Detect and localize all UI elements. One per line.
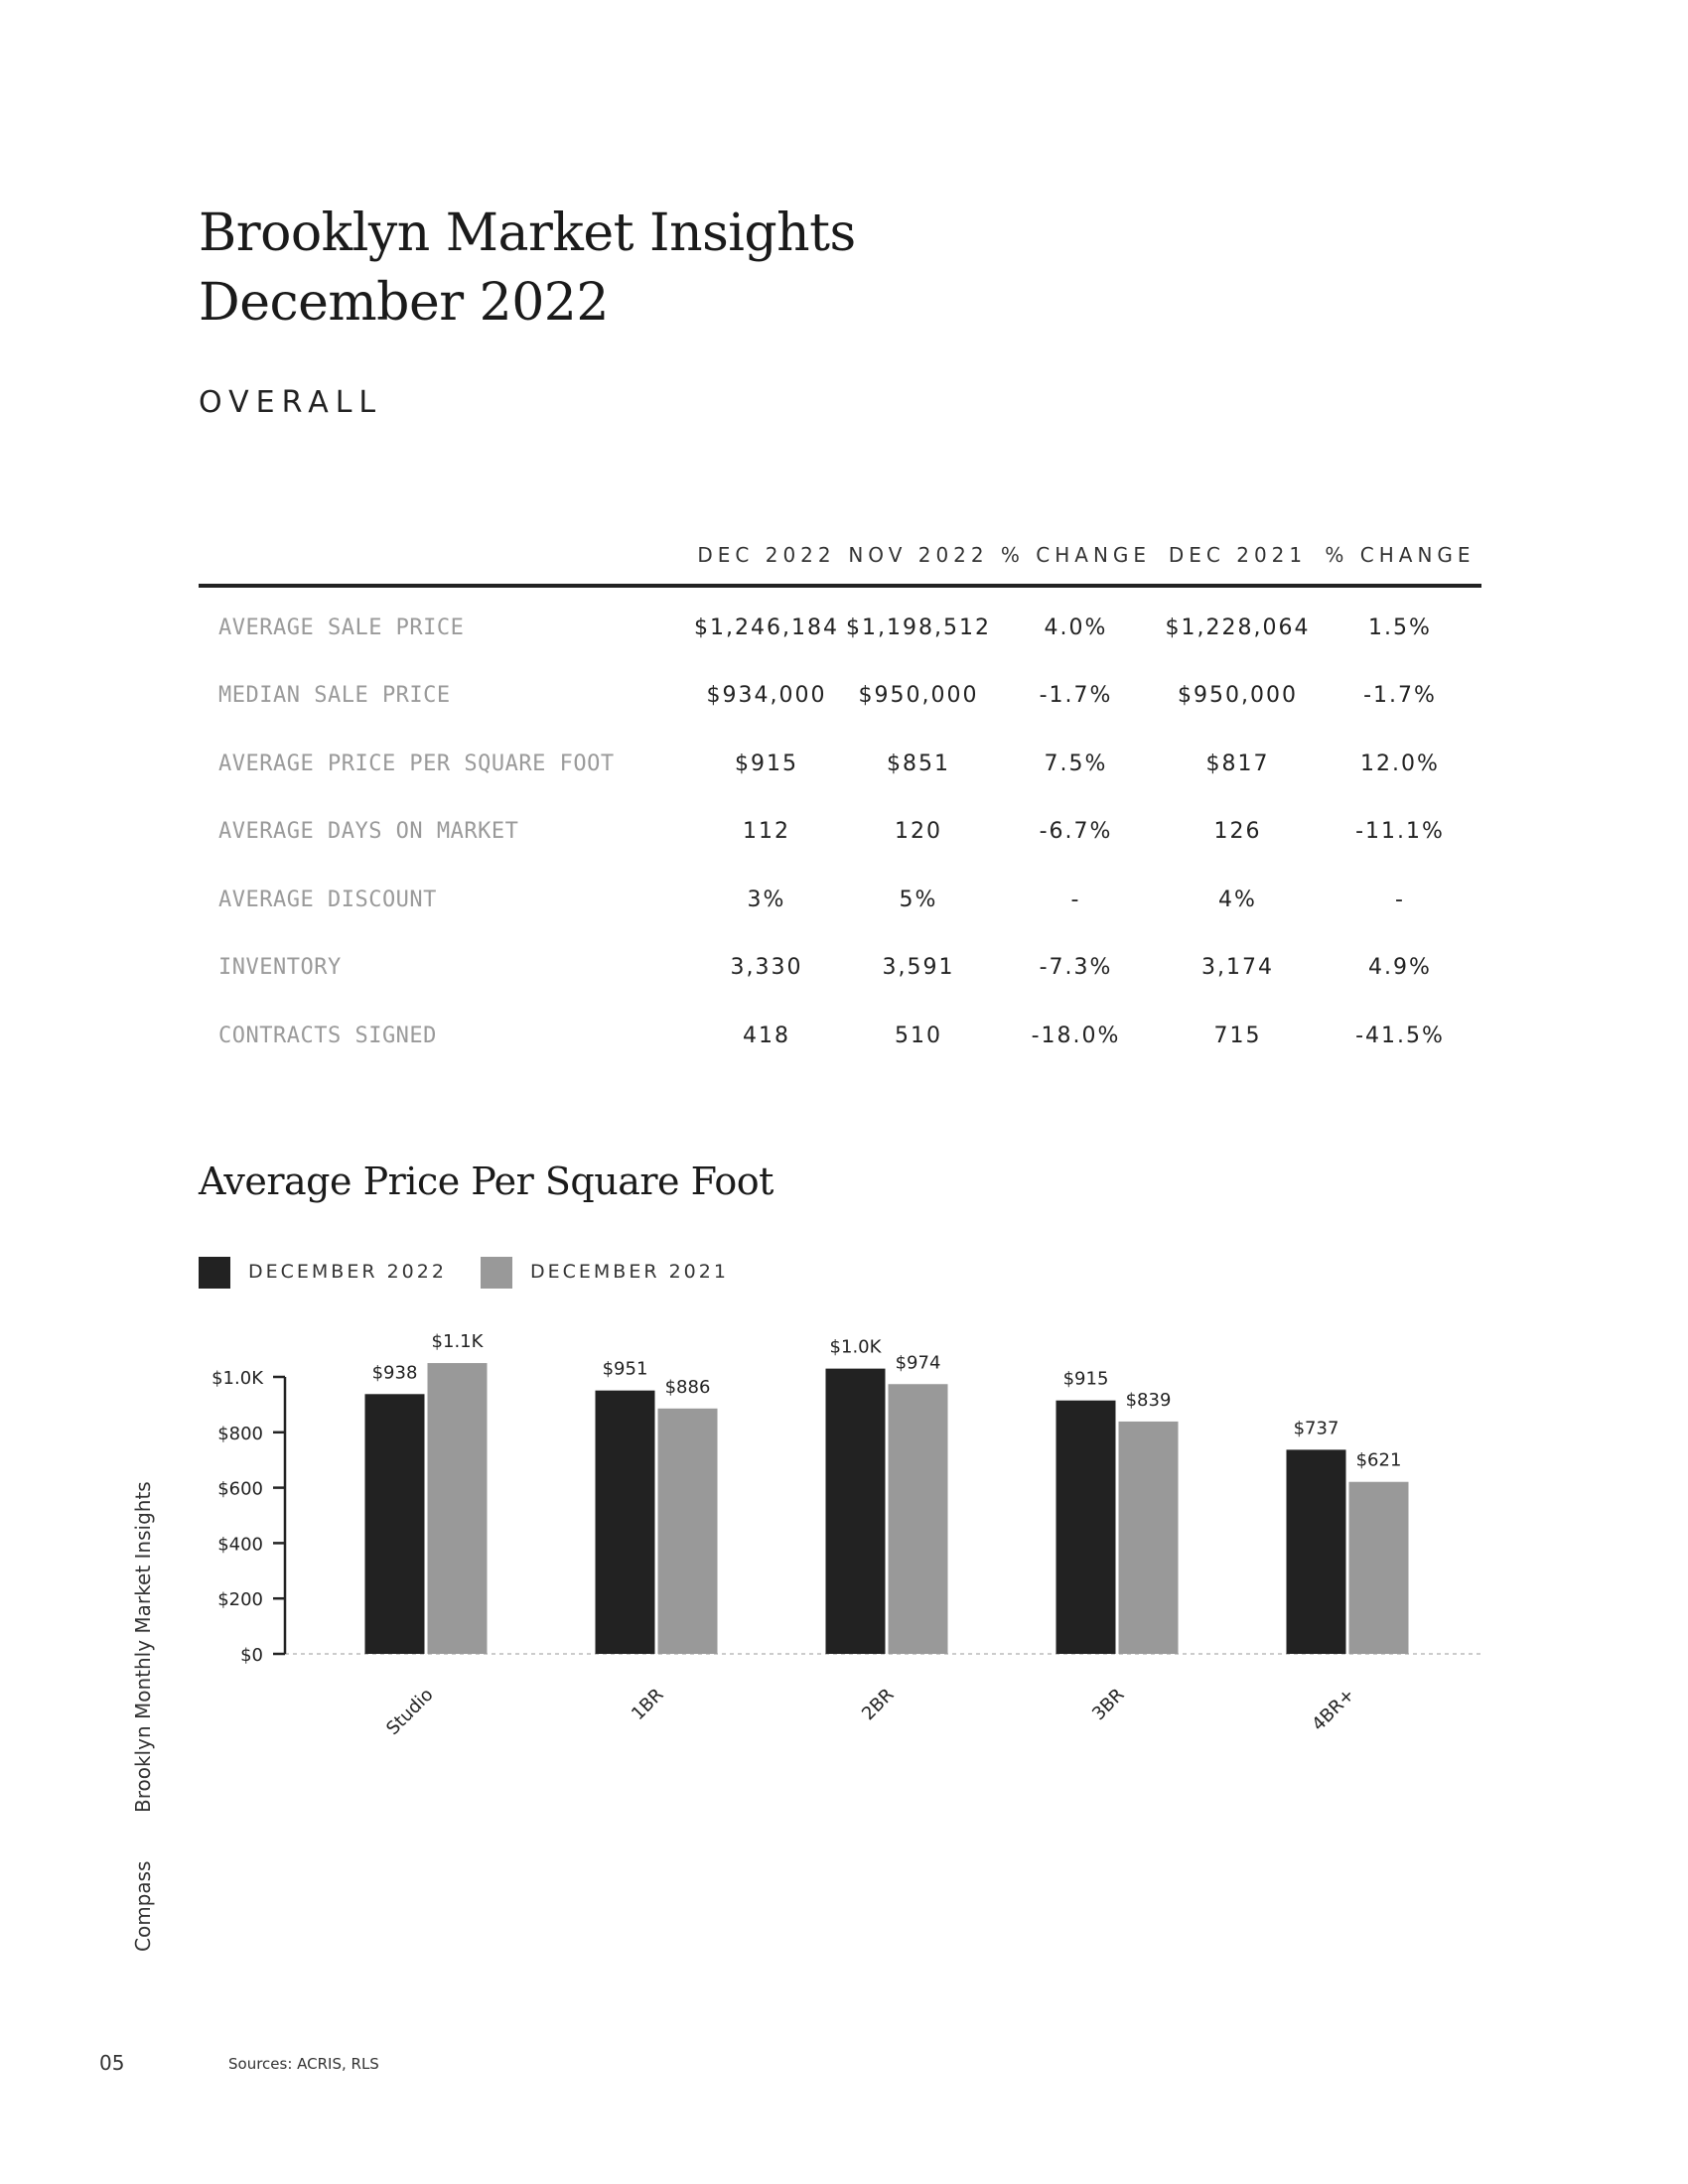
row-label: AVERAGE DISCOUNT (218, 887, 437, 912)
cell: 418 (743, 1023, 790, 1048)
data-label: $621 (1355, 1449, 1402, 1471)
cell: - (1395, 887, 1405, 912)
cell: 4.9% (1368, 955, 1432, 981)
bar-dec-2021 (658, 1409, 718, 1654)
column-header: NOV 2022 (842, 526, 995, 586)
cell: -7.3% (1039, 955, 1113, 981)
cell: $934,000 (706, 683, 827, 709)
cell: $817 (1205, 751, 1270, 776)
bar-dec-2022 (1287, 1449, 1346, 1654)
cell: - (1070, 887, 1081, 912)
bar-dec-2021 (1119, 1422, 1179, 1654)
y-tick-label: $0 (240, 1645, 263, 1666)
column-header: DEC 2021 (1157, 526, 1319, 586)
data-label: $839 (1125, 1389, 1172, 1411)
data-label: $886 (664, 1376, 711, 1398)
x-tick-label: 2BR (858, 1684, 899, 1725)
bar-dec-2021 (1349, 1482, 1409, 1654)
bar-dec-2022 (1056, 1401, 1116, 1654)
bar-dec-2022 (596, 1391, 655, 1654)
x-tick-label: 4BR+ (1308, 1684, 1359, 1735)
sources-note: Sources: ACRIS, RLS (228, 2055, 379, 2073)
cell: 3% (747, 887, 786, 912)
bar-dec-2022 (365, 1394, 425, 1654)
cell: 3,330 (730, 955, 803, 981)
legend-label: DECEMBER 2022 (248, 1261, 447, 1283)
cell: $1,246,184 (694, 614, 839, 640)
row-label: AVERAGE PRICE PER SQUARE FOOT (218, 751, 615, 776)
side-brand: Compass (131, 1860, 155, 1952)
x-tick-label: 3BR (1088, 1684, 1129, 1725)
title-line-1: Brooklyn Market Insights (199, 204, 856, 263)
row-label: AVERAGE DAYS ON MARKET (218, 819, 519, 845)
section-label: OVERALL (199, 385, 383, 420)
cell: 112 (743, 819, 790, 845)
cell: -41.5% (1355, 1023, 1445, 1048)
row-label: INVENTORY (218, 955, 342, 981)
row-label: AVERAGE SALE PRICE (218, 614, 465, 640)
x-tick-label: Studio (382, 1684, 438, 1740)
title-line-2: December 2022 (199, 273, 609, 333)
cell: 3,591 (882, 955, 955, 981)
cell: -1.7% (1039, 683, 1113, 709)
cell: 1.5% (1368, 614, 1432, 640)
column-header: % CHANGE (1319, 526, 1481, 586)
column-header: DEC 2022 (691, 526, 842, 586)
bar-dec-2021 (889, 1384, 948, 1654)
y-tick-label: $1.0K (211, 1368, 263, 1389)
cell: -6.7% (1039, 819, 1113, 845)
bar-dec-2021 (428, 1363, 488, 1654)
data-label: $938 (371, 1362, 418, 1384)
side-doc-title: Brooklyn Monthly Market Insights (131, 1481, 155, 1813)
data-label: $1.0K (829, 1336, 882, 1358)
data-label: $1.1K (431, 1331, 484, 1353)
cell: 12.0% (1360, 751, 1440, 776)
data-label: $737 (1293, 1418, 1339, 1439)
bar-dec-2022 (826, 1369, 886, 1654)
cell: $1,228,064 (1165, 614, 1311, 640)
cell: 4.0% (1044, 614, 1108, 640)
cell: -18.0% (1031, 1023, 1121, 1048)
cell: $915 (735, 751, 798, 776)
row-label: MEDIAN SALE PRICE (218, 683, 451, 709)
cell: $950,000 (1178, 683, 1298, 709)
chart-title: Average Price Per Square Foot (199, 1160, 774, 1203)
cell: 510 (895, 1023, 942, 1048)
cell: $851 (887, 751, 950, 776)
cell: 120 (895, 819, 942, 845)
cell: $1,198,512 (846, 614, 991, 640)
y-tick-label: $200 (217, 1589, 263, 1611)
data-label: $951 (602, 1358, 648, 1380)
cell: 3,174 (1201, 955, 1274, 981)
cell: -1.7% (1363, 683, 1437, 709)
y-tick-label: $800 (217, 1423, 263, 1444)
cell: -11.1% (1355, 819, 1445, 845)
page-number: 05 (99, 2051, 125, 2075)
row-label: CONTRACTS SIGNED (218, 1023, 437, 1048)
y-tick-label: $400 (217, 1534, 263, 1556)
data-label: $974 (895, 1352, 941, 1374)
data-label: $915 (1062, 1368, 1109, 1390)
cell: $950,000 (858, 683, 979, 709)
cell: 126 (1213, 819, 1262, 845)
y-tick-label: $600 (217, 1478, 263, 1500)
cell: 7.5% (1044, 751, 1108, 776)
cell: 4% (1218, 887, 1257, 912)
column-header: % CHANGE (995, 526, 1157, 586)
cell: 715 (1213, 1023, 1262, 1048)
legend-label: DECEMBER 2021 (530, 1261, 729, 1283)
x-tick-label: 1BR (628, 1684, 668, 1725)
cell: 5% (899, 887, 938, 912)
